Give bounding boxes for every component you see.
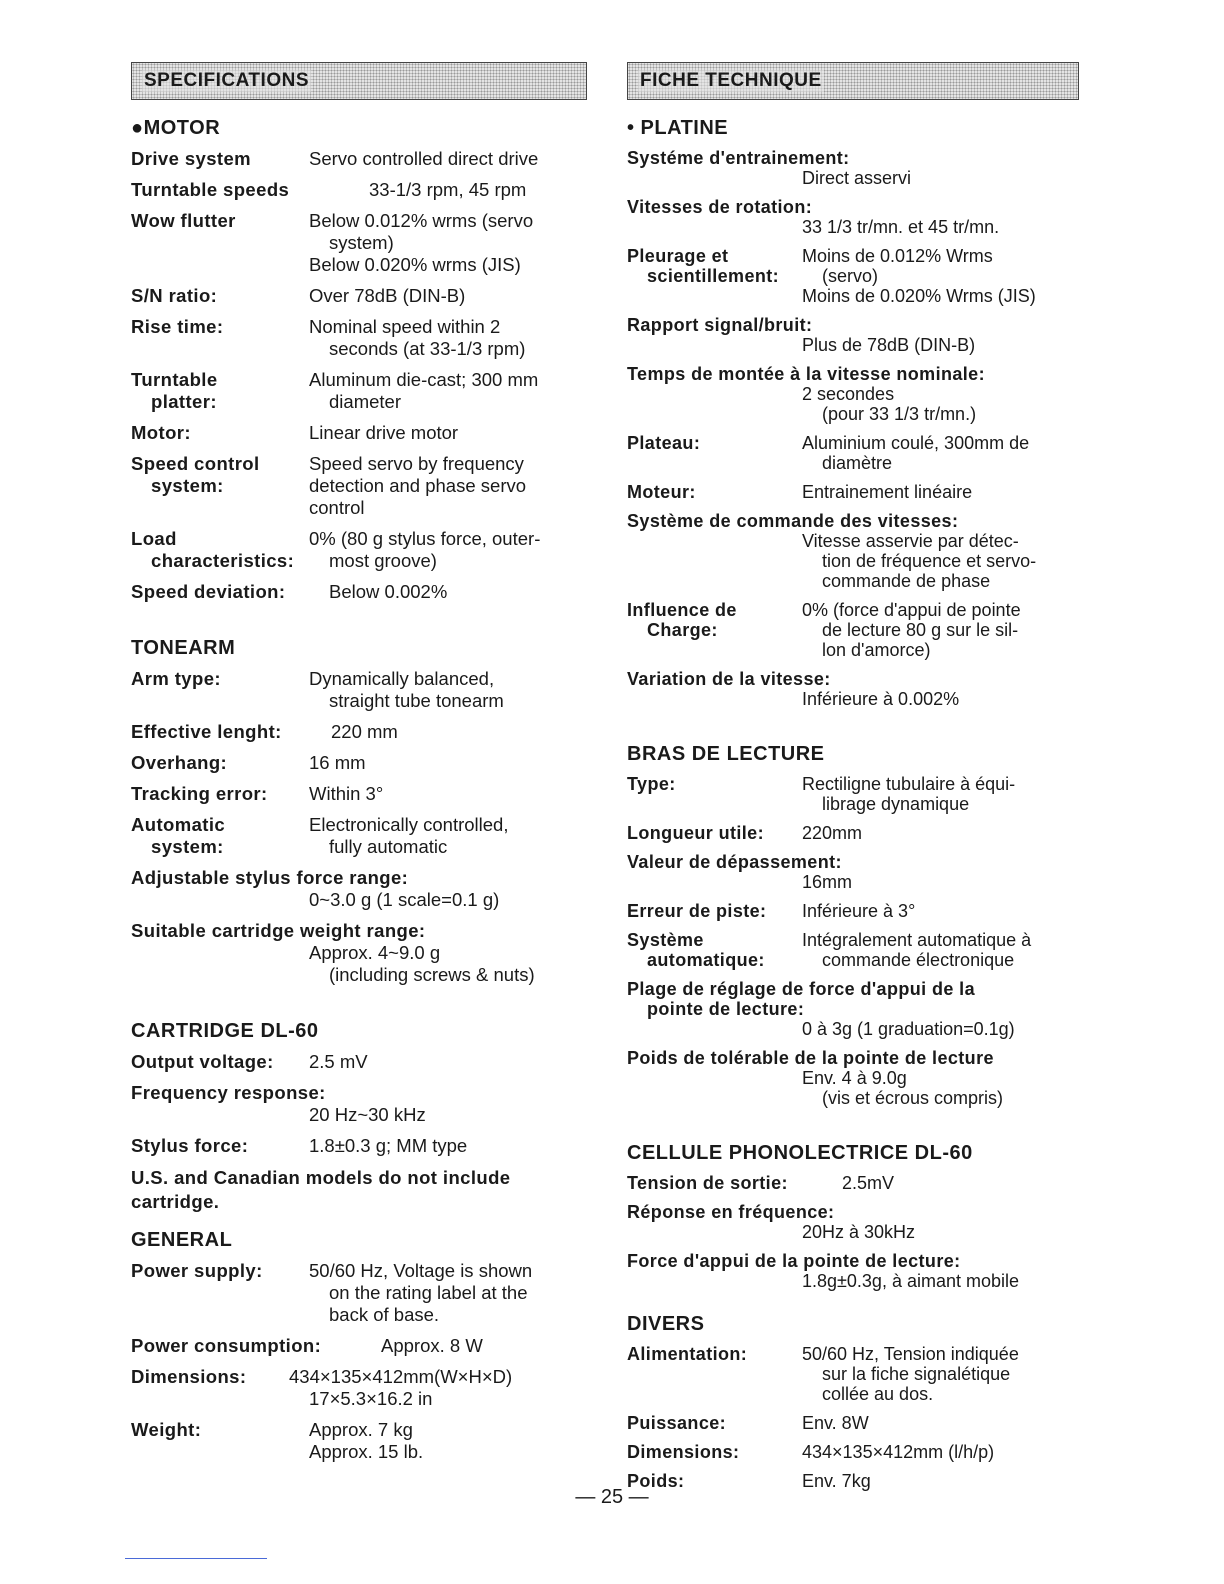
specifications-header: SPECIFICATIONS — [131, 62, 587, 100]
spec-row: Systéme d'entrainement: Direct asservi — [627, 148, 912, 188]
cellule-title: CELLULE PHONOLECTRICE DL-60 — [627, 1142, 973, 1164]
spec-row: Poids: Env. 7kg — [627, 1471, 871, 1491]
spec-row: Réponse en fréquence: 20Hz à 30kHz — [627, 1202, 916, 1242]
tonearm-title: TONEARM — [131, 637, 236, 659]
specifications-column — [131, 62, 587, 1472]
spec-row: Frequency response: 20 Hz~30 kHz — [131, 1082, 426, 1125]
footer-rule — [125, 1558, 267, 1559]
spec-row: Rapport signal/bruit: Plus de 78dB (DIN-B) — [627, 315, 976, 355]
spec-row: Speed control system: Speed servo by frequency detection and phase servo control — [131, 453, 527, 518]
spec-row: Système automatique: Intégralement automatique à commande électronique — [627, 930, 1032, 970]
spec-row: Arm type: Dynamically balanced, straight tube tonearm — [131, 668, 504, 711]
spec-row: Influence de Charge: 0% (force d'appui de pointe de lecture 80 g sur le sil- lon d'amorce) — [627, 600, 1021, 660]
spec-row: Weight: Approx. 7 kg Approx. 15 lb. — [131, 1419, 424, 1462]
bras-title: BRAS DE LECTURE — [627, 743, 825, 765]
spec-row: Poids de tolérable de la pointe de lecture Env. 4 à 9.0g (vis et écrous compris) — [627, 1048, 1004, 1108]
divers-title: DIVERS — [627, 1313, 705, 1335]
spec-row: Load characteristics: 0% (80 g stylus force, outer- most groove) — [131, 528, 541, 571]
cartridge-note: U.S. and Canadian models do not include cartridge. — [131, 1167, 511, 1212]
spec-row: Alimentation: 50/60 Hz, Tension indiquée sur la fiche signalétique collée au dos. — [627, 1344, 1019, 1404]
spec-row: Tracking error: Within 3° — [131, 783, 384, 804]
spec-row: Vitesses de rotation: 33 1/3 tr/mn. et 45 tr/mn. — [627, 197, 1000, 237]
spec-row: Stylus force: 1.8±0.3 g; MM type — [131, 1135, 468, 1156]
spec-row: Plage de réglage de force d'appui de la pointe de lecture: 0 à 3g (1 graduation=0.1g) — [627, 979, 1015, 1039]
fiche-technique-header: FICHE TECHNIQUE — [627, 62, 1079, 100]
spec-row: Valeur de dépassement: 16mm — [627, 852, 853, 892]
spec-row: Tension de sortie: 2.5mV — [627, 1173, 895, 1193]
general-title: GENERAL — [131, 1229, 233, 1251]
spec-row: Dimensions: 434×135×412mm (l/h/p) — [627, 1442, 995, 1462]
page-number: — 25 — — [575, 1486, 649, 1508]
spec-row: Système de commande des vitesses: Vitesse asservie par détec- tion de fréquence et servo- commande de phase — [627, 511, 1037, 591]
spec-row: Overhang: 16 mm — [131, 752, 366, 773]
spec-row: Type: Rectiligne tubulaire à équi- librage dynamique — [627, 774, 1016, 814]
spec-row: Power supply: 50/60 Hz, Voltage is shown on the rating label at the back of base. — [131, 1260, 533, 1325]
spec-row: Adjustable stylus force range: 0~3.0 g (1 scale=0.1 g) — [131, 867, 500, 910]
spec-row: S/N ratio: Over 78dB (DIN-B) — [131, 285, 466, 306]
motor-title: ●MOTOR — [131, 117, 221, 139]
spec-row: Suitable cartridge weight range: Approx. 4~9.0 g (including screws & nuts) — [131, 920, 535, 985]
spec-row: Variation de la vitesse: Inférieure à 0.002% — [627, 669, 960, 709]
platine-title: • PLATINE — [627, 117, 729, 139]
spec-row: Rise time: Nominal speed within 2 seconds (at 33-1/3 rpm) — [131, 316, 526, 359]
spec-row: Power consumption: Approx. 8 W — [131, 1335, 483, 1356]
spec-row: Effective lenght: 220 mm — [131, 721, 398, 742]
spec-row: Temps de montée à la vitesse nominale: 2 secondes (pour 33 1/3 tr/mn.) — [627, 364, 985, 424]
spec-row: Pleurage et scientillement: Moins de 0.012% Wrms (servo) Moins de 0.020% Wrms (JIS) — [627, 246, 1036, 306]
spec-row: Automatic system: Electronically controlled, fully automatic — [131, 814, 509, 857]
spec-row: Motor: Linear drive motor — [131, 422, 459, 443]
spec-row: Moteur: Entrainement linéaire — [627, 482, 973, 502]
spec-row: Dimensions: 434×135×412mm(W×H×D) 17×5.3×16.2 in — [131, 1366, 513, 1409]
spec-row: Erreur de piste: Inférieure à 3° — [627, 901, 916, 921]
cartridge-title: CARTRIDGE DL-60 — [131, 1020, 319, 1042]
spec-row: Drive system Servo controlled direct drive — [131, 148, 539, 169]
spec-row: Wow flutter Below 0.012% wrms (servo system) Below 0.020% wrms (JIS) — [131, 210, 534, 275]
spec-row: Output voltage: 2.5 mV — [131, 1051, 368, 1072]
spec-row: Speed deviation: Below 0.002% — [131, 581, 448, 602]
spec-row: Puissance: Env. 8W — [627, 1413, 869, 1433]
spec-row: Longueur utile: 220mm — [627, 823, 863, 843]
spec-row: Force d'appui de la pointe de lecture: 1.8g±0.3g, à aimant mobile — [627, 1251, 1020, 1291]
spec-row: Turntable speeds 33-1/3 rpm, 45 rpm — [131, 179, 527, 200]
spec-row: Plateau: Aluminium coulé, 300mm de diamètre — [627, 433, 1030, 473]
spec-row: Turntable platter: Aluminum die-cast; 300 mm diameter — [131, 369, 539, 412]
fiche-technique-column — [627, 62, 1079, 1500]
